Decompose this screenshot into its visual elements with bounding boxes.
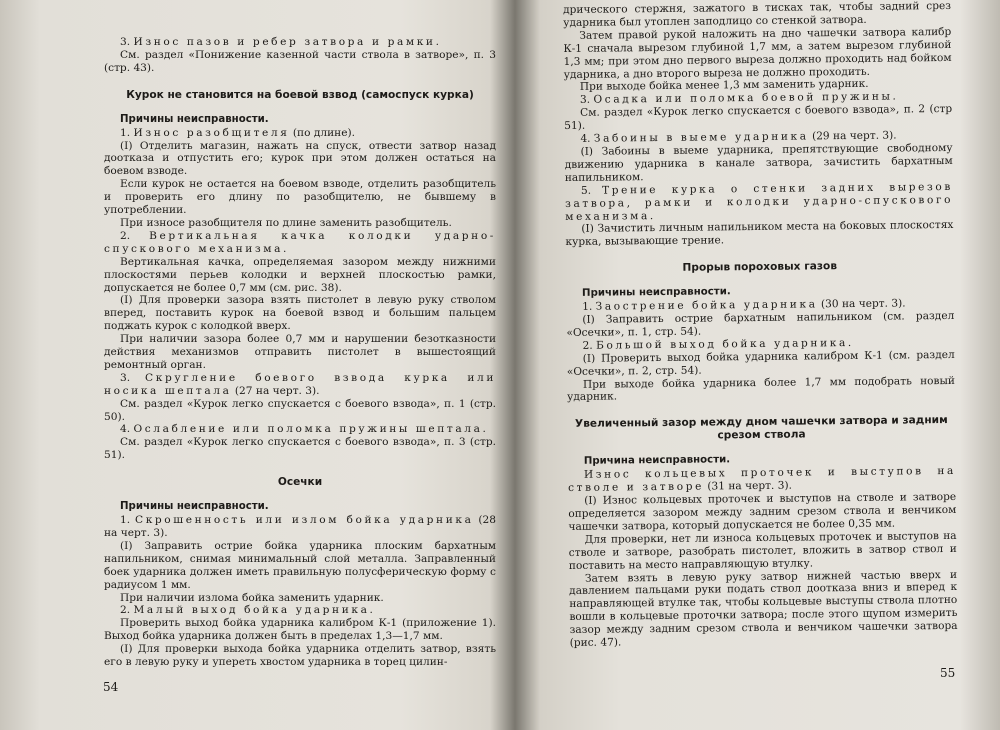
right-page (563, 0, 958, 650)
text-run: Для проверки, нет ли износа кольцевых проточек и выступов на стволе и затворе, разобрать пистолет, вложить в затвор ствол и поставить на место направляющую втулку. (568, 529, 957, 572)
paragraph (104, 36, 496, 49)
text-run: (I) Зачистить личным напильником места на боковых плоскостях курка, вызывающие трение. (565, 219, 954, 249)
paragraph (104, 178, 496, 217)
text-run: 2. (120, 604, 134, 617)
text-run: Причины неисправности. (120, 113, 269, 125)
paragraph (568, 465, 956, 495)
text-run: 1. (120, 514, 135, 527)
text-run: (I) Заправить острие бархатным напильником (см. раздел «Осечки», п. 1, стр. 54). (566, 309, 955, 339)
text-run: Увеличенный зазор между дном чашечки затвора и задним срезом ствола (574, 414, 948, 442)
paragraph (566, 310, 954, 340)
causes-heading (104, 114, 496, 127)
text-run: (I) Для проверки зазора взять пистолет в левую руку стволом вперед, поставить курок на боевой взвод и большим пальцем поджать курок с колодкой вверх. (104, 294, 496, 333)
text-run: 3. (579, 94, 594, 107)
text-run: дрического стержня, зажатого в тисках так, чтобы задний срез ударника был утоплен заподлицо со стенкой затвора. (563, 0, 952, 29)
text-run: 1. (120, 126, 134, 139)
text-run: (I) Заправить острие бойка ударника плоским бархатным напильником, снимая минимальный слой металла. Заправленный боек ударника должен иметь правильную полусферическую форму с радиусом 1 мм. (104, 539, 496, 591)
text-run: См. раздел «Курок легко спускается с боевого взвода», п. 3 (стр. 51). (104, 436, 496, 462)
left-page-number: 54 (103, 680, 119, 694)
paragraph (104, 256, 496, 295)
spaced-text: Износ кольцевых проточек и выступов на стволе и затворе (568, 465, 956, 495)
text-run: Затем правой рукой наложить на дно чашечки затвора калибр К-1 сначала вырезом глубиной 1,7 мм, а затем вырезом глубиной 1,3 мм; при этом дно первого выреза должно проходить над бойком ударника, а дно второго выреза не должно проходить. (563, 25, 952, 81)
text-run: При наличии излома бойка заменить ударник. (120, 591, 384, 604)
paragraph (567, 349, 955, 379)
paragraph (563, 0, 951, 30)
paragraph (104, 617, 496, 643)
right-page-number: 55 (940, 666, 956, 680)
text-run: (28 на черт. 3). (104, 514, 496, 539)
paragraph (104, 140, 496, 179)
spaced-text: Малый выход бойка ударника. (133, 604, 376, 617)
text-run: 2. (120, 229, 150, 242)
text-run: 4. (580, 132, 594, 145)
text-run: (I) Проверить выход бойка ударника калибром К-1 (см. раздел «Осечки», п. 2, стр. 54). (566, 348, 955, 378)
text-run: 5. (580, 184, 603, 197)
text-run: 3. (120, 371, 146, 384)
paragraph (565, 181, 953, 224)
text-run: Проверить выход бойка ударника калибром К-1 (приложение 1). Выход бойка ударника должен быть в пределах 1,3—1,7 мм. (104, 617, 496, 643)
spaced-text: Скрошенность или излом бойка ударника (135, 514, 474, 527)
paragraph (104, 127, 496, 140)
paragraph (104, 230, 496, 256)
text-run: (29 на черт. 3). (808, 129, 897, 143)
text-run: См. раздел «Курок легко спускается с боевого взвода», п. 2 (стр 51). (564, 103, 953, 133)
paragraph (104, 333, 496, 372)
text-run: При износе разобщителя по длине заменить разобщитель. (120, 216, 452, 229)
spaced-text: Трение курка о стенки задних вырезов затвора, рамки и колодки ударно-спускового механизма. (565, 180, 954, 223)
paragraph (104, 294, 496, 333)
text-run: См. раздел «Понижение казенной части ствола в затворе», п. 3 (стр. 43). (104, 48, 496, 74)
text-run: Если курок не остается на боевом взводе, отделить разобщитель и проверить его длину по разобщителю, не бывшему в употреблении. (104, 178, 496, 217)
text-run: Причина неисправности. (583, 454, 731, 468)
spaced-text: Ослабление или поломка пружины шептала. (133, 423, 489, 436)
section-heading (104, 476, 496, 489)
left-page (104, 36, 496, 669)
text-run: (27 на черт. 3). (231, 384, 320, 397)
spaced-text: Вертикальная качка колодки ударно-спускового механизма. (104, 229, 496, 255)
paragraph (568, 491, 956, 534)
text-run: (по длине). (289, 126, 355, 139)
section-heading (566, 259, 954, 276)
paragraph (567, 374, 955, 404)
text-run: 1. (582, 300, 596, 313)
text-run: При наличии зазора более 0,7 мм и нарушении безотказности действия механизмов отправить пистолет в вышестоящий ремонтный орган. (104, 333, 496, 371)
text-run: При выходе бойка ударника более 1,7 мм подобрать новый ударник. (567, 374, 956, 404)
paragraph (564, 103, 952, 133)
spaced-text: Большой выход бойка ударника. (595, 336, 854, 352)
text-run: (I) Отделить магазин, нажать на спуск, отвести затвор назад доотказа и отпустить его; курок при этом должен остаться на боевом взводе. (104, 139, 496, 178)
paragraph (104, 49, 496, 75)
paragraph (104, 423, 496, 436)
paragraph (104, 514, 496, 540)
text-run: (30 на черт. 3). (817, 297, 906, 311)
spaced-text: Заострение бойка ударника (595, 298, 818, 313)
causes-heading (104, 501, 496, 514)
paragraph (569, 568, 958, 649)
text-run: Курок не становится на боевой взвод (самоспуск курка) (126, 88, 474, 101)
paragraph (564, 142, 952, 185)
paragraph (104, 398, 496, 424)
text-run: (I) Забоины в выеме ударника, препятствующие свободному движению ударника в канале затвора, зачистить бархатным напильником. (564, 141, 953, 184)
paragraph (104, 604, 496, 617)
section-heading (104, 89, 496, 102)
text-run: Вертикальная качка, определяемая зазором между нижними плоскостями перьев колодки и верхней плоскостью рамки, допускается не более 0,7 мм (см. рис. 38). (104, 255, 496, 294)
paragraph (104, 436, 496, 462)
paragraph (104, 372, 496, 398)
text-run: (31 на черт. 3). (703, 479, 792, 493)
paragraph (104, 217, 496, 230)
text-run: При выходе бойка менее 1,3 мм заменить ударник. (579, 78, 869, 94)
text-run: Затем взять в левую руку затвор нижней частью вверх и давлением пальцами руки подать ствол доотказа вниз и вперед к направляющей втулке так, чтобы кольцевые выступы ствола плотно вошли в кольцевые проточки затвора; после этого щупом измерить зазор между задним срезом ствола и венчиком чашечки затвора (рис. 47). (569, 568, 958, 650)
text-run: (I) Для проверки выхода бойка ударника отделить затвор, взять его в левую руку и упереть хвостом ударника в торец цилин- (104, 643, 496, 669)
spaced-text: Забоины в выеме ударника (593, 130, 809, 145)
text-run: 4. (120, 423, 134, 436)
text-run: Осечки (277, 476, 323, 489)
text-run: 3. (120, 36, 134, 48)
text-run: Причины неисправности. (120, 501, 269, 513)
spaced-text: Осадка или поломка боевой пружины. (593, 90, 899, 107)
paragraph (563, 26, 952, 82)
text-run: Причины неисправности. (581, 286, 731, 300)
spaced-text: Износ пазов и ребер затвора и рамки. (133, 36, 442, 48)
paragraph (104, 540, 496, 592)
section-heading (567, 414, 955, 444)
paragraph (565, 219, 953, 249)
text-run: Прорыв пороховых газов (682, 260, 838, 274)
text-run: 2. (582, 339, 597, 352)
spaced-text: Скругление боевого взвода курка или носика шептала (104, 371, 496, 397)
paragraph (569, 530, 957, 573)
paragraph (104, 643, 496, 669)
paragraph (104, 592, 496, 605)
text-run: (I) Износ кольцевых проточек и выступов на стволе и затворе определяется зазором между задним срезом ствола и венчиком чашечки затвора, который допускается не более 0,35 мм. (568, 491, 957, 533)
spaced-text: Износ разобщителя (133, 126, 290, 139)
text-run: См. раздел «Курок легко спускается с боевого взвода», п. 1 (стр. 50). (104, 397, 496, 423)
